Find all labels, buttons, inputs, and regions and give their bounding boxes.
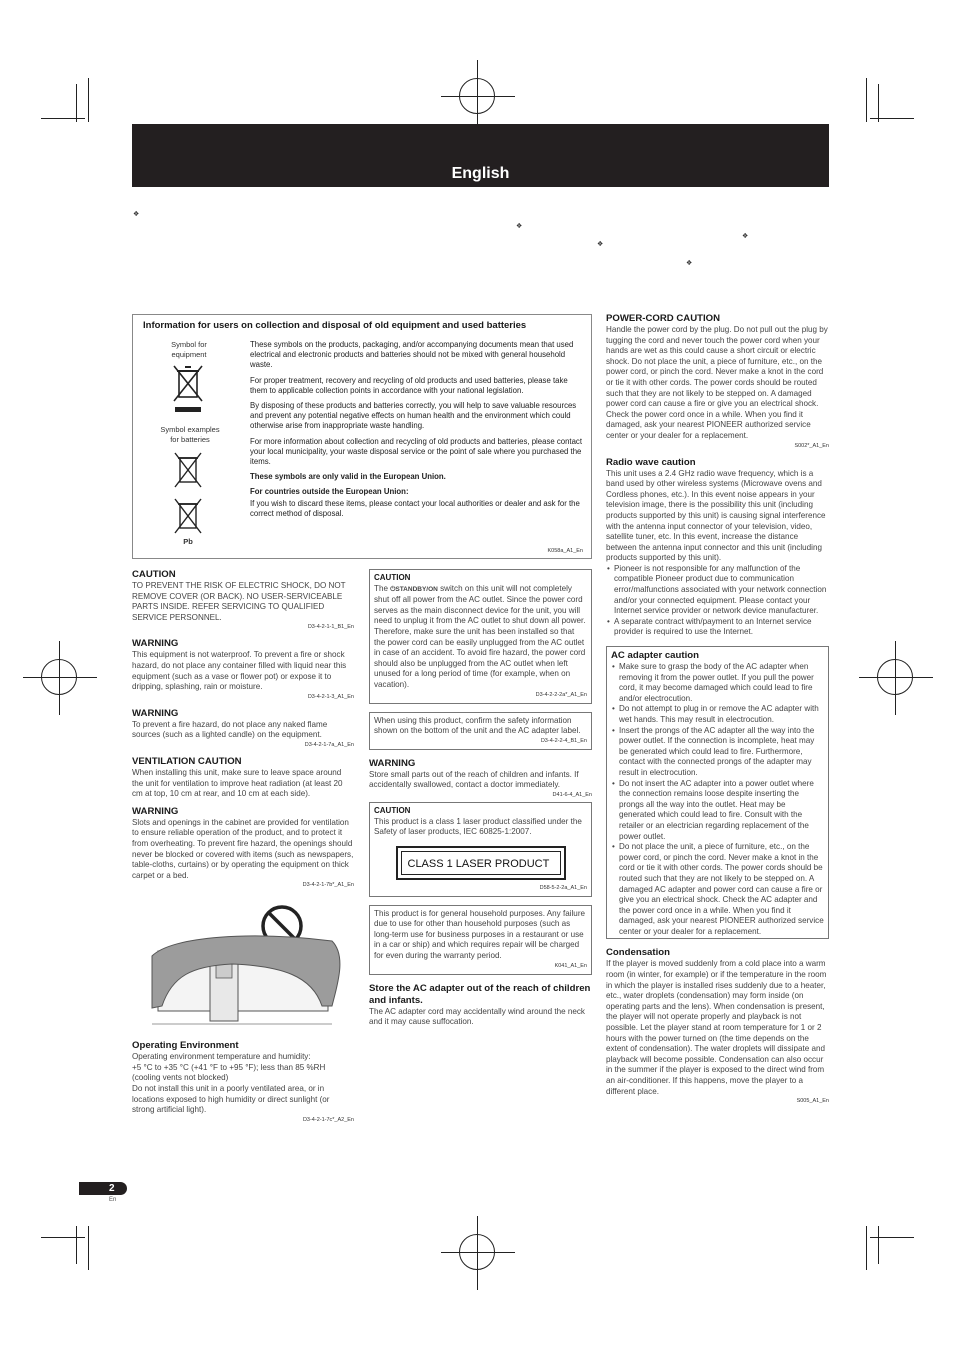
list-item: • Insert the prongs of the AC adapter all the way into the power outlet. If the connection is incomplete, heat may be generated which could lead to fire. Furthermore, contact with the connected prongs of the adapter may result in electrocution. (619, 726, 824, 779)
crop-mark (88, 1226, 89, 1270)
store-adapter-heading: Store the AC adapter out of the reach of children and infants. (369, 982, 591, 1006)
diamond-icon: ❖ (742, 233, 749, 240)
column-left (132, 563, 354, 1127)
crop-mark (41, 118, 85, 119)
doc-code: S002*_A1_En (794, 442, 829, 449)
doc-code: D58-5-2-2a_A1_En (539, 884, 587, 891)
operating-environment-heading: Operating Environment (132, 1040, 239, 1052)
caution-text-prefix: The (374, 583, 391, 593)
radio-wave-text: This unit uses a 2.4 GHz radio wave frequency, which is a band used by other wireless systems (Microwave ovens and Cordless phones, etc.). In this event noise appears in your television image, there is the possibility this unit (including products supported by this unit) is causing signal interference with the antenna input connector of your television, video, satellite tuner, etc. In this event, increase the distance between the antenna input connector and this unit (including products supported by this unit). (606, 468, 826, 563)
safety-info-box (369, 712, 592, 750)
caution-heading: CAUTION (374, 573, 411, 582)
crossed-bin-icon (171, 363, 205, 415)
power-icon: ⏻ (390, 585, 396, 593)
warning-heading: WARNING (132, 707, 179, 719)
page-language: En (109, 1197, 117, 1203)
radio-wave-list (606, 564, 829, 638)
doc-code: S005_A1_En (796, 1098, 829, 1105)
diamond-icon: ❖ (597, 241, 604, 248)
crop-mark (870, 118, 914, 119)
condensation-heading: Condensation (606, 947, 670, 959)
battery-bin-icon (173, 451, 203, 491)
weee-eu-note: These symbols are only valid in the European Union. (250, 472, 446, 482)
laser-label-text: CLASS 1 LASER PRODUCT (401, 851, 561, 875)
condensation-text: If the player is moved suddenly from a cold place into a warm room (in winter, for example) or if the temperature in the room in which the player is installed rises suddenly due to a heater, etc., water droplets (condensation) may form inside (on operating parts and the lens). When condensation is present, the player will not operate properly and playback is not possible. Let the player stand at room temperature for 1 or 2 hours with the power turned on (the time depends on the extent of condensation). The water droplets will dissipate and playback will become possible. Condensation can also occur in the summer if the player is exposed to the direct wind from an air-conditioner. If this happens, move the player to a different place. (606, 959, 827, 1096)
crop-mark (88, 78, 89, 122)
list-item: • Make sure to grasp the body of the AC adapter when removing it from the power outlet. If you pull the power cord, it may become damaged which could lead to fire and/or electrocution. (619, 662, 824, 704)
doc-code: D3-4-2-1-7c*_A2_En (302, 1116, 354, 1123)
ac-adapter-caution-box (606, 646, 829, 939)
household-use-box (369, 905, 592, 975)
caution-text: TO PREVENT THE RISK OF ELECTRIC SHOCK, DO NOT REMOVE COVER (OR BACK). NO USER-SERVICEABLE PARTS INSIDE. REFER SERVICING TO QUALIFIED SERVICE PERSONNEL. (132, 581, 346, 622)
laser-caution-text: This product is a class 1 laser product classified under the Safety of laser products, IEC 60825-1:2007. (374, 816, 582, 837)
doc-code: D41-6-4_A1_En (552, 791, 592, 798)
warning-text: To prevent a fire hazard, do not place any naked flame sources (such as a lighted candle) on the equipment. (132, 719, 328, 740)
diamond-icon: ❖ (686, 260, 693, 267)
crop-mark (870, 1237, 914, 1238)
page-number: 2 (79, 1182, 127, 1195)
registration-mark-left (41, 659, 77, 695)
ac-adapter-heading: AC adapter caution (611, 650, 699, 662)
laser-caution-box (369, 802, 592, 897)
household-use-text: This product is for general household purposes. Any failure due to use for other than household purposes (such as long-term use for business purposes in a restaurant or use in a car or ship) and which requires repair will be charged for even during the warranty period. (374, 908, 586, 961)
crop-mark (878, 1226, 879, 1264)
column-right (606, 307, 829, 1108)
caution-text (374, 584, 587, 691)
weee-paragraph: For proper treatment, recovery and recycling of old products and used batteries, please take them to applicable collection points in accordance with your national legislation. (250, 375, 568, 395)
radio-wave-heading: Radio wave caution (606, 456, 696, 468)
doc-code: D3-4-2-1-7b*_A1_En (302, 882, 354, 889)
doc-code: K058a_A1_En (547, 548, 583, 554)
caution-box-standby (369, 569, 592, 704)
warning-text: This equipment is not waterproof. To prevent a fire or shock hazard, do not place any container filled with liquid near this equipment (such as a vase or flower pot) or expose it to dripping, splashing, rain or moisture. (132, 650, 347, 692)
doc-code: K041_A1_En (554, 962, 587, 969)
symbol-batteries-label: Symbol examples for batteries (160, 425, 220, 444)
crop-mark (866, 78, 867, 122)
ac-adapter-list (611, 662, 824, 937)
laser-label (396, 846, 566, 880)
battery-bin-icon (173, 497, 203, 537)
diamond-icon: ❖ (133, 211, 140, 218)
column-middle (369, 569, 592, 1028)
caution-heading: CAUTION (374, 805, 411, 815)
crop-mark (76, 1226, 77, 1264)
doc-code: D3-4-2-1-1_B1_En (307, 624, 354, 631)
safety-info-text: When using this product, confirm the safety information shown on the bottom of the unit and the AC adapter label. (374, 715, 581, 736)
standby-button-label: STANDBY/ON (395, 585, 438, 593)
doc-code: D3-4-2-1-7a_A1_En (304, 741, 354, 748)
pb-label: Pb (183, 537, 193, 546)
page-title: English (451, 165, 510, 182)
crop-mark (41, 1237, 85, 1238)
doc-code: D3-4-2-2-4_B1_En (540, 737, 587, 744)
power-cord-caution-text: Handle the power cord by the plug. Do not pull out the plug by tugging the cord and never touch the power cord when your hands are wet as this could cause a short circuit or electric shock. Do not place the unit, a piece of furniture, etc., on the power cord, or pinch the cord. Never make a knot in the cord or tie it with other cords. The power cords should be routed such that they are not likely to be stepped on. A damaged power cord can cause a fire or give you an electrical shock. Check the power cord once in a while. When you find it damaged, ask your nearest PIONEER authorized service center or your dealer for a replacement. (606, 325, 828, 440)
covered-unit-illustration (132, 896, 354, 1036)
registration-mark-bottom (459, 1234, 495, 1270)
crop-mark (76, 84, 77, 122)
list-item: • Do not insert the AC adapter into a power outlet where the connection remains loose despite inserting the prongs all the way into the outlet. Heat may be generated which could lead to fire. Consult with the retailer or an electrician regarding replacement of the power outlet. (619, 779, 824, 843)
operating-environment-text: +5 °C to +35 °C (+41 °F to +95 °F); less than 85 %RH (cooling vents not blocked) (132, 1062, 326, 1083)
doc-code: D3-4-2-2-2a*_A1_En (535, 691, 587, 698)
store-adapter-text: The AC adapter cord may accidentally wind around the neck and it may cause suffocation. (369, 1006, 585, 1027)
weee-title: Information for users on collection and disposal of old equipment and used batteries (143, 320, 527, 331)
weee-paragraph: By disposing of these products and batteries correctly, you will help to save valuable resources and prevent any potential negative effects on human health and the environment which could otherwise arise from inappropriate waste handling. (250, 401, 577, 431)
diamond-icon: ❖ (516, 223, 523, 230)
operating-environment-text: Do not install this unit in a poorly ventilated area, or in locations exposed to high humidity or direct sunlight (or strong artificial light). (132, 1084, 330, 1115)
caution-text-body: switch on this unit will not completely shut off all power from the AC outlet. Since the power cord serves as the main disconnect device for the unit, you will need to unplug it from the AC outlet to shut down all power. Therefore, make sure the unit has been installed so that the power cord can be easily unplugged from the AC outlet in case of an accident. To avoid fire hazard, the power cord should also be unplugged from the AC outlet when left unused for a long period of time (for example, when on vacation). (374, 583, 586, 689)
warning-text: Slots and openings in the cabinet are provided for ventilation to ensure reliable operation of the product, and to protect it from overheating. To prevent fire hazard, the openings should never be blocked or covered with items (such as newspapers, table-cloths, curtains) or by operating the equipment on thick carpet or a bed. (132, 817, 354, 880)
doc-code: D3-4-2-1-3_A1_En (307, 693, 354, 700)
symbol-equipment-label: Symbol for equipment (171, 340, 207, 359)
registration-mark-top (459, 78, 495, 114)
crop-mark (866, 1226, 867, 1270)
warning-heading: WARNING (132, 638, 179, 650)
list-item: • Do not attempt to plug in or remove the AC adapter with wet hands. This may result in electrocution. (619, 704, 824, 725)
weee-paragraph: For more information about collection and recycling of old products and batteries, please contact your local municipality, your waste disposal service or the point of sale where you purchased the items. (250, 436, 582, 467)
power-cord-caution-heading: POWER-CORD CAUTION (606, 313, 721, 324)
weee-paragraph: These symbols on the products, packaging, and/or accompanying documents mean that used electrical and electronic products and batteries should not be mixed with general household waste. (250, 340, 574, 370)
operating-environment-text: Operating environment temperature and humidity: (132, 1052, 311, 1062)
weee-paragraph: If you wish to discard these items, please contact your local authorities or dealer and ask for the correct method of disposal. (250, 498, 580, 518)
registration-mark-right (877, 659, 913, 695)
list-item: • Do not place the unit, a piece of furniture, etc., on the power cord, or pinch the cord. Never make a knot in the cord or tie it with other cords. The power cords should be routed such that they are not likely to be stepped on. A damaged AC adapter and power cord can cause a fire or give you an electrical shock. Check the AC adapter and the power cord once in a while. When you find it damaged, ask your nearest PIONEER authorized service center or your dealer for a replacement. (619, 842, 824, 937)
warning-heading: WARNING (369, 757, 416, 769)
ventilation-heading: VENTILATION CAUTION (132, 755, 242, 767)
weee-info-box (132, 314, 592, 559)
caution-heading: CAUTION (132, 569, 176, 580)
ventilation-text: When installing this unit, make sure to leave space around the unit for ventilation to improve heat radiation (at least 20 cm at top, 10 cm at rear, and 10 cm at each side). (132, 767, 343, 799)
warning-text: Store small parts out of the reach of children and infants. If accidentally swallowed, contact a doctor immediately. (369, 769, 579, 790)
crop-mark (878, 84, 879, 122)
warning-heading: WARNING (132, 805, 179, 817)
weee-outside-eu-title: For countries outside the European Union: (250, 487, 409, 497)
weee-text (250, 340, 586, 524)
language-banner (132, 124, 829, 187)
list-item: • A separate contract with/payment to an Internet service provider is required to use the Internet. (614, 617, 829, 638)
list-item: • Pioneer is not responsible for any malfunction of the compatible Pioneer product due to communication error/malfunctions associated with your network connection and/or your connected equipment. Please contact your Internet service provider or network device manufacturer. (614, 564, 829, 617)
